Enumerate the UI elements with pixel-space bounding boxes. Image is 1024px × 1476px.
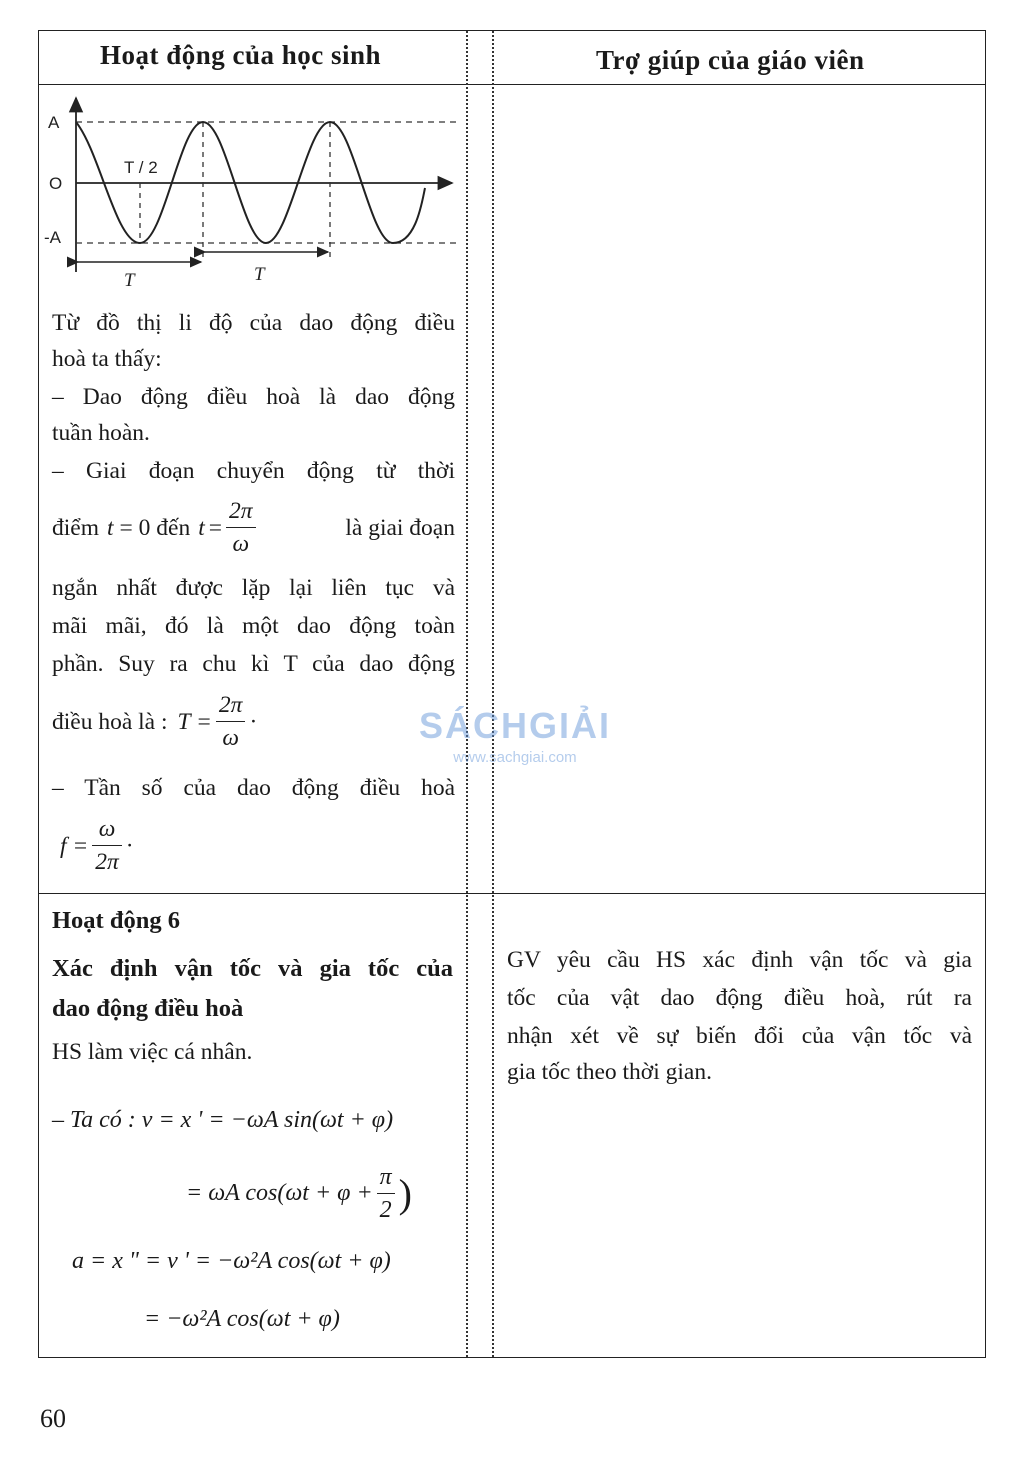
- activity-6-subtitle-line-1: Xác định vận tốc và gia tốc của: [52, 955, 453, 982]
- teacher-help-line-2: tốc của vật dao động điều hoà, rút ra: [507, 985, 972, 1011]
- column-divider-left: [466, 31, 468, 1357]
- period-lead: điều hoà là :: [52, 708, 168, 735]
- column-divider-right: [492, 31, 494, 1357]
- time-zero: = 0 đến: [119, 514, 191, 541]
- page-number: 60: [40, 1404, 66, 1433]
- acceleration-result: = −ω²A cos(ωt + φ): [144, 1306, 340, 1332]
- label-o: O: [49, 174, 63, 193]
- time-var-2: t: [198, 514, 205, 541]
- eq-sign: =: [208, 514, 223, 541]
- label-period-2: T: [254, 264, 265, 285]
- period-formula-line: [52, 690, 257, 753]
- pi-over-two: [377, 1162, 395, 1225]
- full-oscillation-line-3: ngắn nhất được lặp lại liên tục và: [52, 575, 455, 601]
- header-divider: [38, 84, 986, 85]
- two-denominator: 2: [379, 1197, 392, 1223]
- freq-dot: ·: [125, 832, 134, 859]
- full-oscillation-line-2: [52, 496, 455, 559]
- label-neg-a: -A: [44, 228, 61, 247]
- pi-numerator: π: [377, 1162, 395, 1194]
- frac-denominator: ω: [232, 531, 250, 557]
- activity-6-subtitle-line-2: dao động điều hoà: [52, 995, 244, 1022]
- full-oscillation-line-5: phần. Suy ra chu kì T của dao động: [52, 651, 455, 677]
- label-a: A: [48, 113, 60, 132]
- freq-fraction: [92, 814, 122, 877]
- period-lhs: T =: [177, 708, 212, 735]
- frequency-formula-line: [60, 814, 134, 877]
- acceleration-equation: a = x " = v ' = −ω²A cos(ωt + φ): [72, 1248, 391, 1274]
- frac-numerator: 2π: [226, 496, 256, 528]
- oscillation-graph: [40, 92, 465, 292]
- full-oscillation-line-4: mãi mãi, đó là một dao động toàn: [52, 613, 455, 639]
- period-numerator: 2π: [216, 690, 246, 722]
- time-var-1: t: [107, 514, 114, 541]
- full-oscillation-line-1: – Giai đoạn chuyển động từ thời: [52, 458, 455, 484]
- activity-6-title: Hoạt động 6: [52, 907, 180, 934]
- phrase-giai-doan: là giai đoạn: [345, 514, 455, 541]
- periodic-statement-line-1: – Dao động điều hoà là dao động: [52, 384, 455, 410]
- teacher-help-line-1: GV yêu cầu HS xác định vận tốc và gia: [507, 947, 972, 973]
- header-student-activity: Hoạt động của học sinh: [100, 40, 382, 70]
- periodic-statement-line-2: tuần hoàn.: [52, 420, 150, 446]
- period-denominator: ω: [222, 725, 239, 751]
- label-period-1: T: [124, 270, 135, 291]
- velocity-equation: – Ta có : v = x ' = −ωA sin(ωt + φ): [52, 1107, 394, 1133]
- word-diem: điểm: [52, 514, 99, 541]
- velocity-cosine-form: [186, 1162, 412, 1225]
- section-divider: [38, 893, 986, 894]
- period-fraction: [216, 690, 246, 753]
- freq-lhs: f =: [60, 832, 89, 859]
- teacher-help-line-3: nhận xét về sự biến đổi của vận tốc và: [507, 1023, 972, 1049]
- individual-work-note: HS làm việc cá nhân.: [52, 1039, 253, 1065]
- freq-numerator: ω: [92, 814, 122, 846]
- velocity-close-paren: ): [398, 1170, 412, 1216]
- watermark-url: www.sachgiai.com: [453, 749, 577, 766]
- frequency-statement: – Tần số của dao động điều hoà: [52, 775, 455, 801]
- two-pi-over-omega: [226, 496, 256, 559]
- graph-conclusion-line-1: Từ đồ thị li độ của dao động điều: [52, 310, 455, 336]
- label-half-period: T / 2: [124, 158, 158, 177]
- watermark: [410, 705, 620, 766]
- graph-conclusion-line-2: hoà ta thấy:: [52, 346, 162, 372]
- teacher-help-line-4: gia tốc theo thời gian.: [507, 1059, 712, 1085]
- freq-denominator: 2π: [95, 849, 119, 875]
- period-dot: ·: [249, 708, 258, 735]
- header-teacher-help: Trợ giúp của giáo viên: [596, 45, 865, 75]
- watermark-logo-text: SÁCHGIẢI: [418, 705, 611, 746]
- velocity-cos-lhs: = ωA cos(ωt + φ +: [186, 1180, 373, 1206]
